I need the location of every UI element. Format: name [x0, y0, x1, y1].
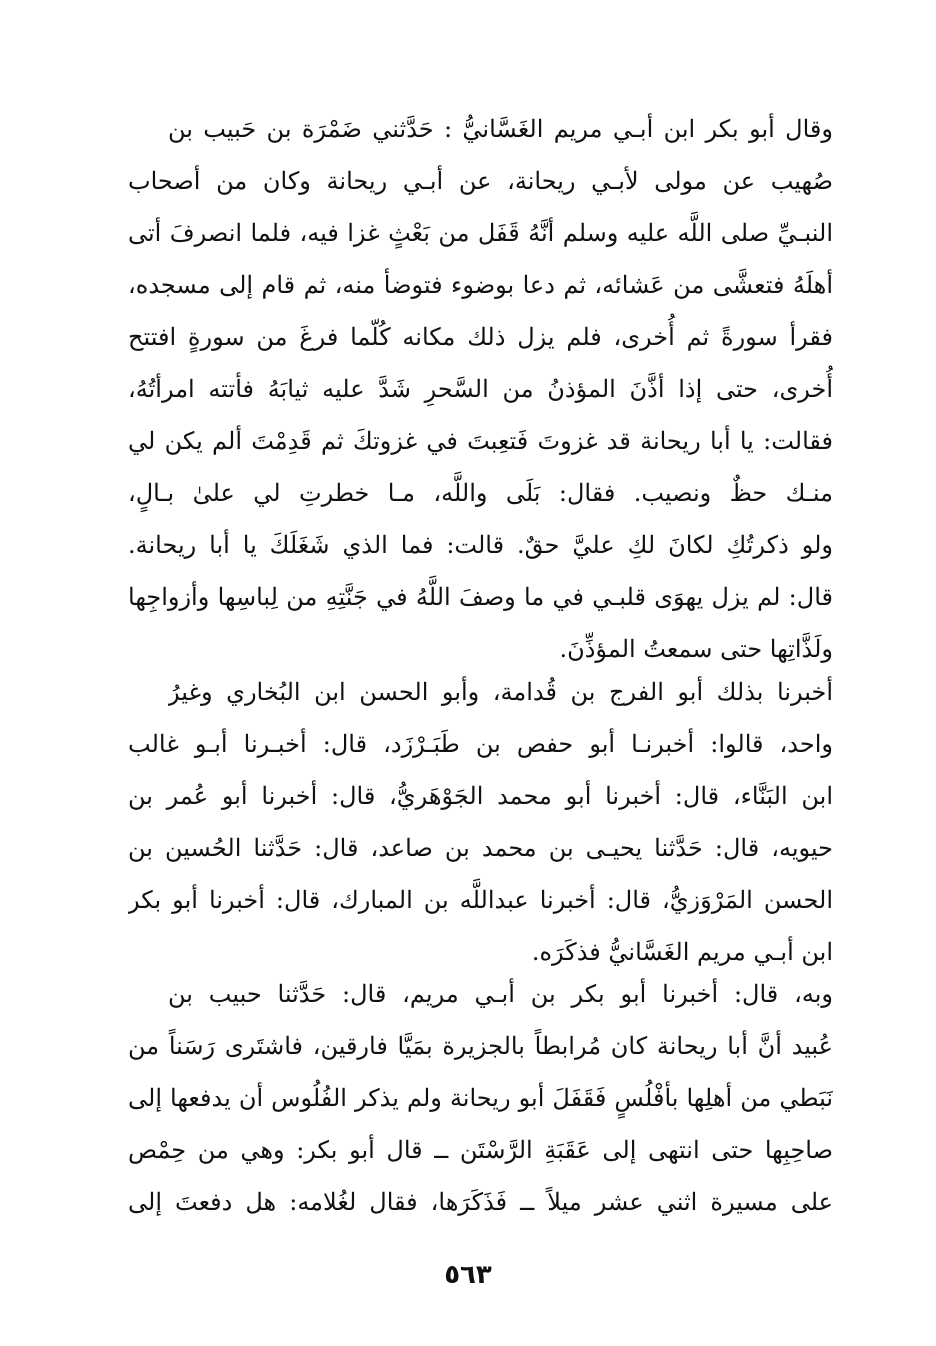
text-line: عُبيد أنَّ أبا ريحانة كان مُرابطاً بالجزيرة بمَيَّا فارقين، فاشتَرى رَسَناً من — [128, 1032, 833, 1060]
text-line: الحسن المَرْوَزيُّ، قال: أخبرنا عبداللَّه بن المبارك، قال: أخبرنا أبو بكر — [128, 886, 833, 914]
text-line: فقالت: يا أبا ريحانة قد غزوتَ فَتعِبتَ في غزوتكَ ثم قَدِمْتَ ألم يكن لي — [128, 427, 833, 455]
text-line: منـك حظٌ ونصيب. فقال: بَلَى واللَّه، مـا خطرتِ لي علىٰ بـالٍ، — [128, 479, 833, 507]
text-line: صاحِبِها حتى انتهى إلى عَقَبَةِ الرَّسْتَن ــ قال أبو بكر: وهي من حِمْص — [128, 1136, 833, 1164]
text-line: ولو ذكرتُكِ لكانَ لكِ عليَّ حقٌ. قالت: فما الذي شَغَلَكَ يا أبا ريحانة. — [128, 531, 833, 559]
text-line: فقرأ سورةً ثم أُخرى، فلم يزل ذلك مكانه كُلّما فرغَ من سورةٍ افتتح — [128, 323, 833, 351]
text-line: ولَذَّاتِها حتى سمعتُ المؤذِّنَ. — [559, 635, 833, 663]
text-line: أُخرى، حتى إذا أذَّنَ المؤذنُ من السَّحرِ شَدَّ عليه ثيابَهُ فأتته امرأتُهُ، — [128, 375, 833, 403]
text-line: صُهيب عن مولى لأبـي ريحانة، عن أبـي ريحانة وكان من أصحاب — [128, 167, 833, 195]
paragraph-1 — [128, 103, 833, 675]
text-line: وقال أبو بكر ابن أبـي مريم الغَسَّانيُّ : حَدَّثني ضَمْرَة بن حَبيب بن — [168, 115, 833, 143]
text-line: ابن البَنَّاء، قال: أخبرنا أبو محمد الجَوْهَريُّ، قال: أخبرنا أبو عُمر بن — [128, 782, 833, 810]
text-line: حيويه، قال: حَدَّثنا يحيـى بن محمد بن صاعد، قال: حَدَّثنا الحُسين بن — [128, 834, 833, 862]
text-line: أخبرنا بذلك أبو الفرج بن قُدامة، وأبو الحسن ابن البُخاري وغيرُ — [168, 678, 833, 706]
text-line: أهلَهُ فتعشَّى من عَشائه، ثم دعا بوضوء فتوضأ منه، ثم قام إلى مسجده، — [128, 271, 833, 299]
text-line: وبه، قال: أخبرنا أبو بكر بن أبـي مريم، قال: حَدَّثنا حبيب بن — [168, 980, 833, 1008]
text-line: ابن أبـي مريم الغَسَّانيُّ فذكَرَه. — [531, 938, 833, 966]
page-number: ٥٦٣ — [444, 1260, 492, 1290]
text-line: قال: لم يزل يهوَى قلبـي في ما وصفَ اللَّهُ في جَنَّتِهِ من لِباسِها وأزواجِها — [128, 583, 833, 611]
text-line: على مسيرة اثني عشر ميلاً ــ فَذَكَرَها، فقال لغُلامه: هل دفعتَ إلى — [128, 1188, 833, 1216]
paragraph-3 — [128, 968, 833, 1228]
main-text — [128, 103, 833, 1228]
text-line: نَبَطي من أهلِها بأفْلُسٍ فَقَفَلَ أبو ريحانة ولم يذكر الفُلُوس أن يدفعها إلى — [128, 1084, 833, 1112]
paragraph-2 — [128, 666, 833, 978]
text-line: النبـيِّ صلى اللَّه عليه وسلم أنَّهُ قَفَل من بَعْثٍ غزا فيه، فلما انصرفَ أتى — [128, 219, 833, 247]
text-line: واحد، قالوا: أخبرنـا أبو حفص بن طَبَـرْزَد، قال: أخبـرنا أبـو غالب — [128, 730, 833, 758]
